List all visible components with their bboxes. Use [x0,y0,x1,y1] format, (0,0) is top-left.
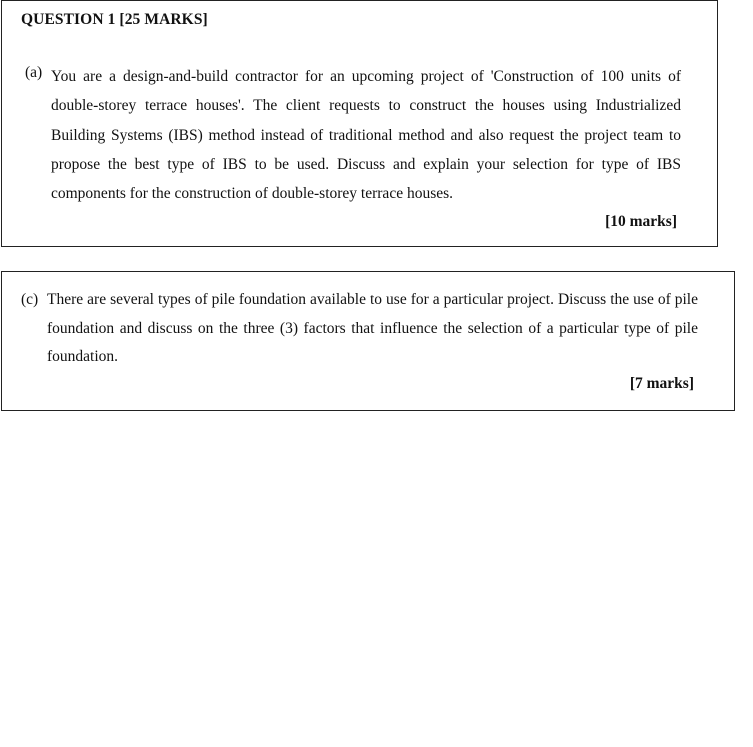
part-c-text: There are several types of pile foundation available to use for a particular project. Discuss the use of pile foundation and discuss on the three (3) factors that influence the selection of a particular type of pile foundation. [47,291,698,366]
part-a-label: (a) [25,64,43,81]
question-1-box [1,0,718,247]
part-c-marks: [7 marks] [629,375,694,392]
part-a-marks: [10 marks] [605,213,677,230]
part-c-box [1,271,735,411]
part-a-text: You are a design-and-build contractor for an upcoming project of 'Construction of 100 units of double-storey terrace houses'. The client requests to construct the houses using Industrialized Building Systems (IBS) method instead of traditional method and also request the project team to propose the best type of IBS to be used. Discuss and explain your selection for type of IBS components for the construction of double-storey terrace houses. [51,68,681,203]
question-heading: QUESTION 1 [25 MARKS] [21,11,208,28]
part-c-label: (c) [21,291,39,308]
